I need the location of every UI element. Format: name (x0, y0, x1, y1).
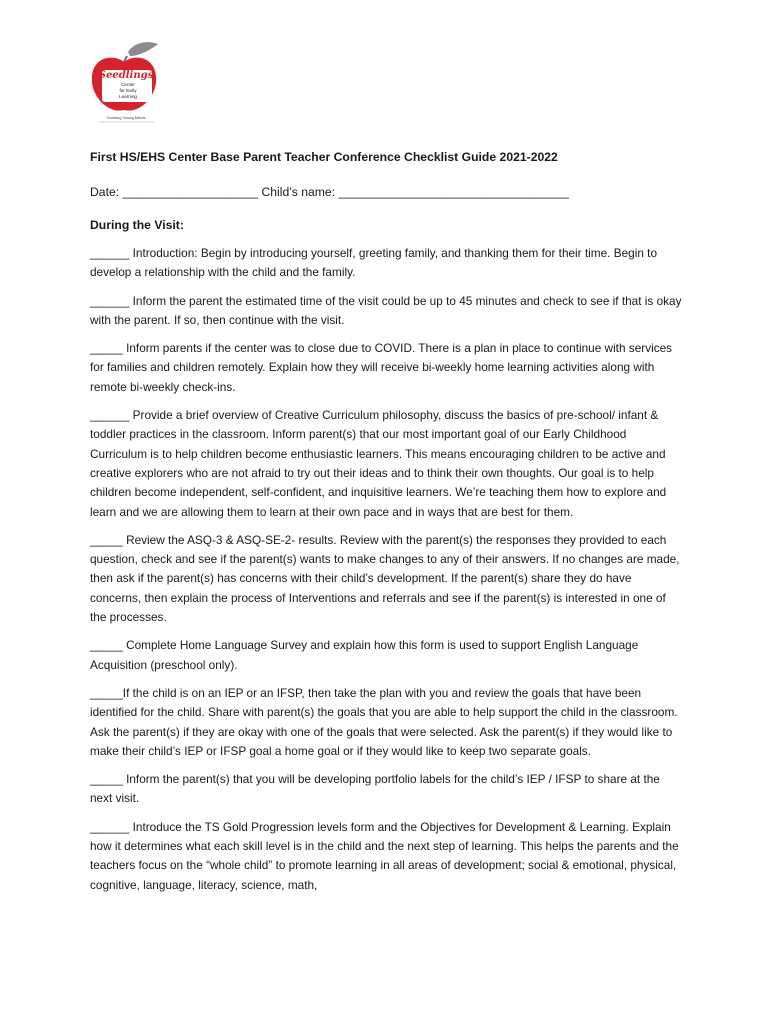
checklist-item-iep-ifsp: _____If the child is on an IEP or an IFSP, then take the plan with you and review the goals that have been identified for the child. Share with parent(s) the goals that you are able to help support the child in the classroom. Ask the parent(s) if they are okay with one of the goals that were selected. Ask the parent(s) if they would like to make their child’s IEP or IFSP goal a home goal or if they would like to keep two separate goals. (90, 685, 678, 758)
leaf-icon (128, 42, 158, 56)
logo-sub-text-1: Center (121, 82, 135, 87)
logo-tagline: Growing Young Minds (106, 115, 146, 120)
date-and-child-name-line: Date: ____________________ Child’s name: __________________________________ (90, 185, 569, 199)
checklist-item-asq-review: _____ Review the ASQ-3 & ASQ-SE-2- results. Review with the parent(s) the responses they provided to each question, check and see if the parent(s) wants to make changes to any of their answers. If no changes are made, then ask if the parent(s) has concerns with their child’s development. If the parent(s) share they do have concerns, then explain the process of Interventions and referrals and see if the parent(s) is interested in one of the processes. (90, 532, 680, 625)
logo-sub-text-2: for Early (119, 88, 137, 93)
checklist-item-introduction: ______ Introduction: Begin by introducing yourself, greeting family, and thanking them for their time. Begin to develop a relationship with the child and the family. (90, 246, 658, 280)
checklist-item-portfolio-labels: _____ Inform the parent(s) that you will be developing portfolio labels for the child’s IEP / IFSP to share at the next visit. (90, 772, 660, 806)
logo-brand-text: Seedlings (98, 70, 154, 81)
checklist-item-ts-gold: ______ Introduce the TS Gold Progression levels form and the Objectives for Development & Learning. Explain how it determines what each skill level is in the child and the next step of learning. This helps the parents and the teachers focus on the “whole child” to promote learning in all areas of development; social & emotional, physical, cognitive, language, literacy, science, math, (90, 819, 679, 892)
seedlings-logo (78, 40, 170, 124)
checklist-item-curriculum-overview: ______ Provide a brief overview of Creative Curriculum philosophy, discuss the basics of pre-school/ infant & toddler practices in the classroom. Inform parent(s) that our most important goal of our Early Childhood Curriculum is to help children become enthusiastic learners. This means encouraging children to be active and creative explorers who are not afraid to try out their ideas and to think their own thoughts. Our goal is to help children become independent, self-confident, and inquisitive learners. We’re teaching them how to explore and learn and we are allowing them to learn at their own pace and in ways that are best for them. (90, 408, 667, 519)
document-title: First HS/EHS Center Base Parent Teacher Conference Checklist Guide 2021-2022 (90, 150, 558, 164)
section-heading-during-visit: During the Visit: (90, 218, 184, 232)
checklist-item-home-language-survey: _____ Complete Home Language Survey and explain how this form is used to support English Language Acquisition (preschool only). (90, 638, 639, 672)
logo-sub-text-3: Learning (119, 94, 137, 99)
document-body (90, 148, 682, 904)
checklist-item-covid-closure: _____ Inform parents if the center was to close due to COVID. There is a plan in place to continue with services for families and children remotely. Explain how they will receive bi-weekly home learning activities along with remote bi-weekly check-ins. (90, 341, 673, 394)
checklist-item-visit-time: ______ Inform the parent the estimated time of the visit could be up to 45 minutes and check to see if that is okay with the parent. If so, then continue with the visit. (90, 293, 682, 327)
